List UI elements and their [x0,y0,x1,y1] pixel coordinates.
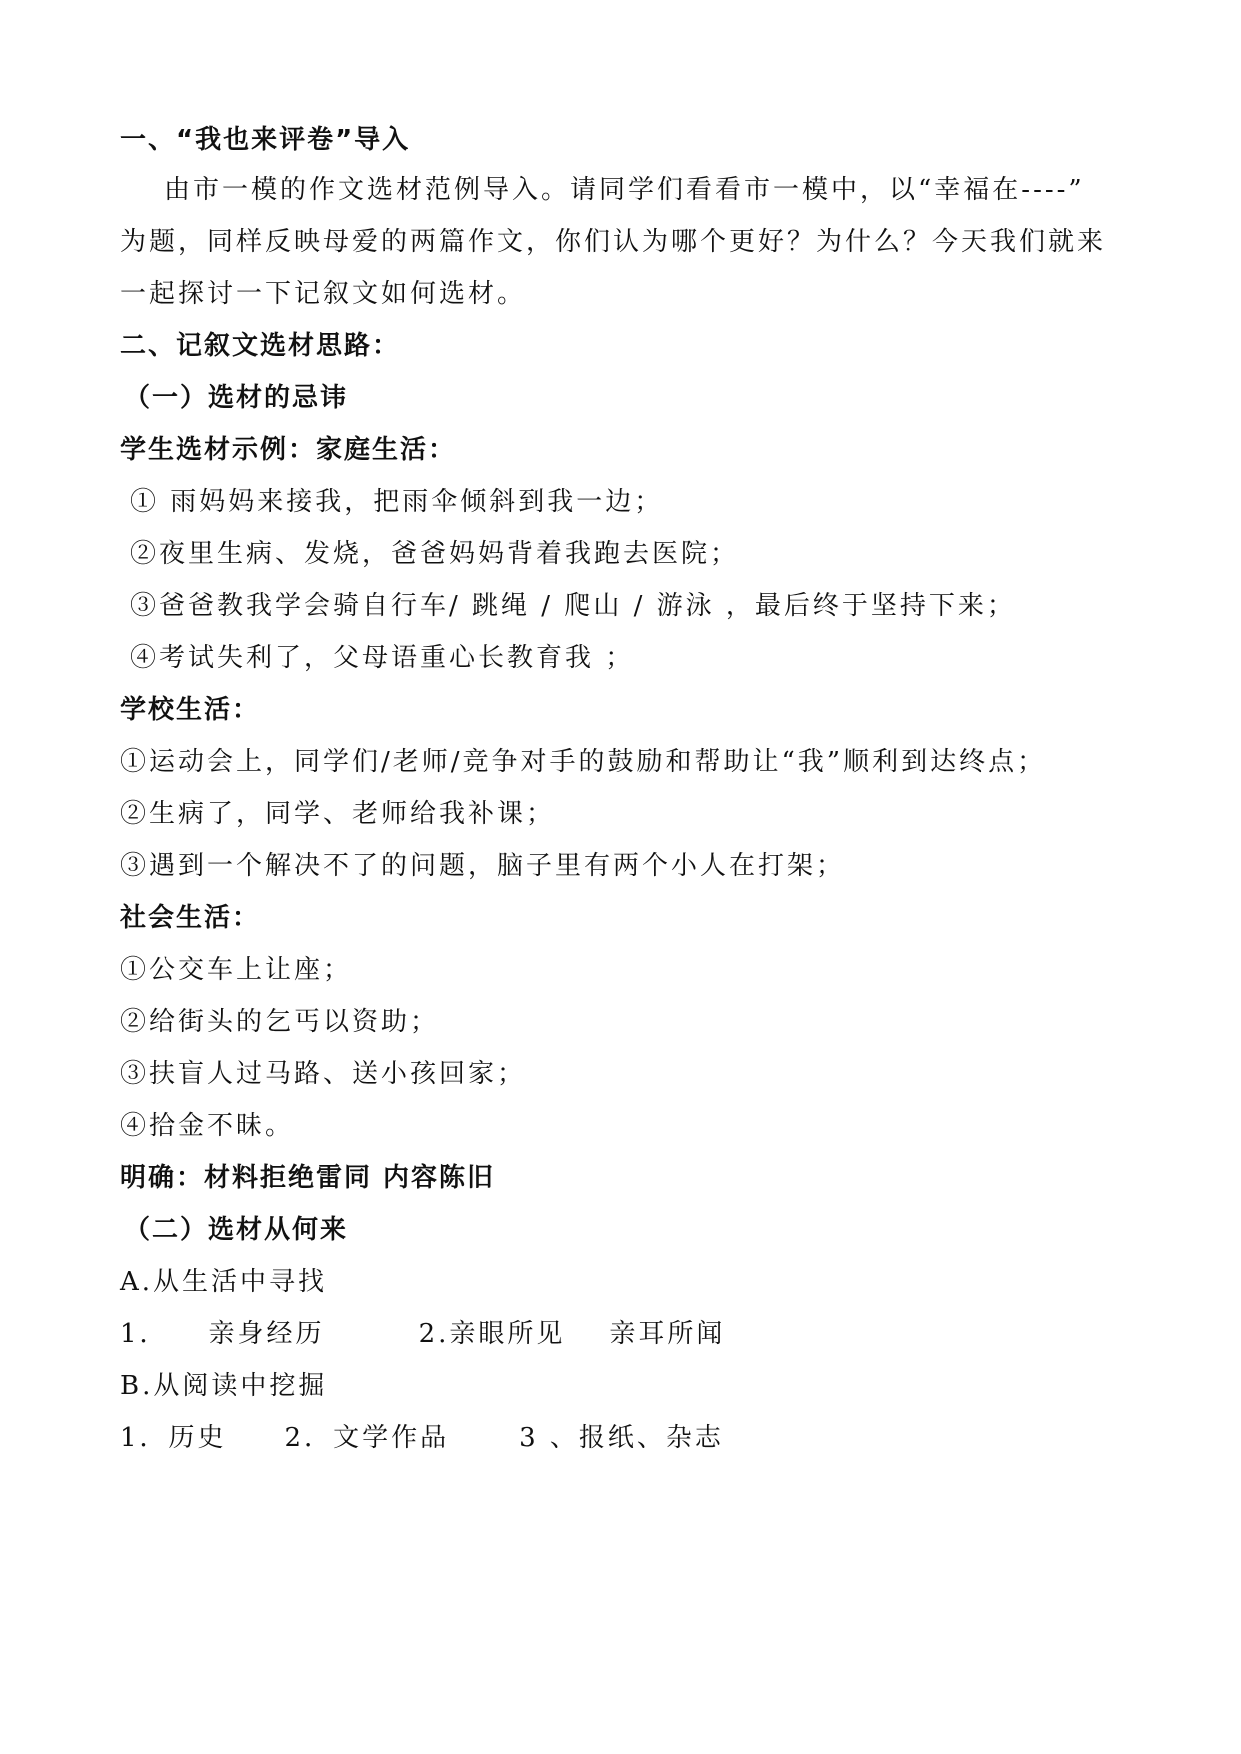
school-item-2: ②生病了，同学、老师给我补课； [120,799,556,829]
family-item-3: ③爸爸教我学会骑自行车/ 跳绳 / 爬山 / 游泳 ，最后终于坚持下来； [130,591,1016,621]
source-a-item-4: 亲耳所闻 [609,1319,726,1349]
source-b-item-1: 1．历史 [120,1423,227,1453]
society-item-2: ②给街头的乞丐以资助； [120,1007,440,1037]
subheading-sources: （二）选材从何来 [124,1215,349,1245]
subheading-taboos: （一）选材的忌讳 [124,383,349,413]
category-heading-family: 学生选材示例：家庭生活： [120,435,457,465]
category-heading-society: 社会生活： [120,903,261,933]
society-item-3: ③扶盲人过马路、送小孩回家； [120,1059,527,1089]
source-b-items [120,1420,724,1456]
school-item-3: ③遇到一个解决不了的问题，脑子里有两个小人在打架； [120,851,846,881]
intro-paragraph-line-1: 由市一模的作文选材范例导入。请同学们看看市一模中，以“幸福在----” [164,175,1085,205]
source-b-item-3: 3 、报纸、杂志 [519,1423,724,1453]
intro-paragraph-line-2: 为题，同样反映母爱的两篇作文，你们认为哪个更好？为什么？今天我们就来 [120,227,1107,257]
source-b-item-2: 2．文学作品 [284,1423,450,1453]
source-a-item-2: 亲身经历 [208,1319,325,1349]
source-a-item-1: 1． [120,1319,169,1349]
family-item-4: ④考试失利了，父母语重心长教育我 ； [130,643,635,673]
section-heading-intro: 一、“我也来评卷”导入 [120,125,411,155]
source-a-label: A.从生活中寻找 [120,1267,328,1297]
society-item-4: ④拾金不昧。 [120,1111,295,1141]
category-heading-school: 学校生活： [120,695,261,725]
family-item-1: ① 雨妈妈来接我，把雨伞倾斜到我一边； [130,487,664,517]
society-item-1: ①公交车上让座； [120,955,353,985]
source-b-label: B.从阅读中挖掘 [120,1371,328,1401]
source-a-items [120,1316,725,1352]
conclusion-statement: 明确：材料拒绝雷同 内容陈旧 [120,1163,496,1193]
school-item-1: ①运动会上，同学们/老师/竞争对手的鼓励和帮助让“我”顺利到达终点； [120,747,1047,777]
source-a-item-3: 2.亲眼所见 [418,1319,566,1349]
family-item-2: ②夜里生病、发烧，爸爸妈妈背着我跑去医院； [130,539,740,569]
section-heading-approach: 二、记叙文选材思路： [120,331,401,361]
intro-paragraph-line-3: 一起探讨一下记叙文如何选材。 [120,279,527,309]
